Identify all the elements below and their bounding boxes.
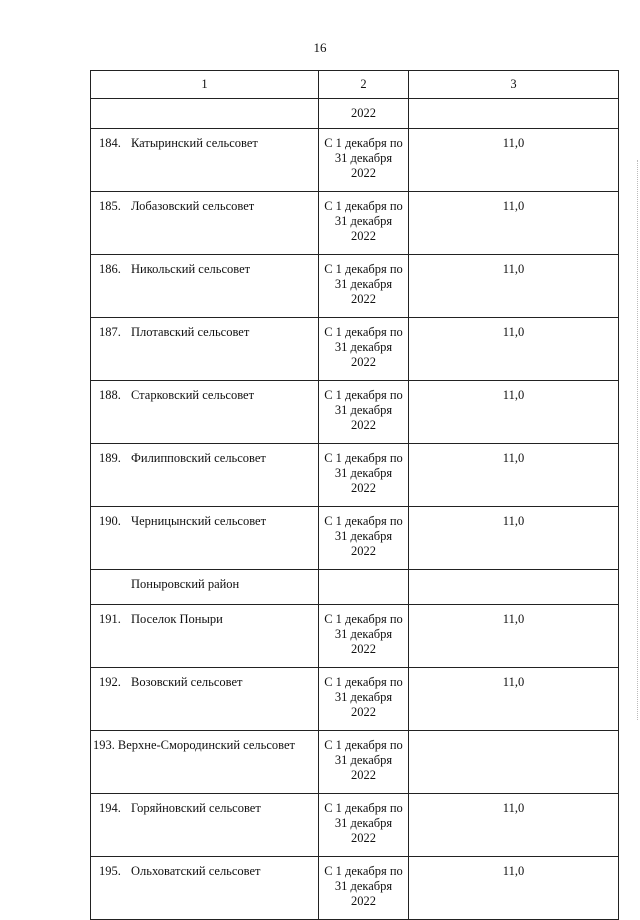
value-cell: 11,0	[409, 381, 619, 444]
period-cell	[319, 192, 409, 255]
municipality-cell	[91, 668, 319, 731]
value-cell: 11,0	[409, 507, 619, 570]
row-number: 193.	[93, 738, 115, 752]
municipality-name: Поселок Поныри	[131, 612, 223, 626]
municipality-name: Плотавский сельсовет	[131, 325, 250, 339]
period-line: С 1 декабря по	[324, 514, 403, 528]
period-line: 2022	[351, 705, 376, 719]
period-line: С 1 декабря по	[324, 262, 403, 276]
municipality-name: Верхне-Смородинский сельсовет	[117, 738, 295, 752]
value-cell: 11,0	[409, 318, 619, 381]
period-cell	[319, 668, 409, 731]
page-number: 16	[313, 40, 327, 55]
value-cell: 11,0	[409, 444, 619, 507]
row-number: 191.	[99, 612, 121, 626]
period-line: 2022	[351, 166, 376, 180]
period-cell	[319, 318, 409, 381]
municipality-name: Никольский сельсовет	[131, 262, 251, 276]
period-line: 31 декабря	[334, 529, 393, 543]
table-row	[91, 318, 619, 381]
column-header-2: 2	[319, 71, 409, 99]
group-empty-cell	[319, 570, 409, 605]
table-row	[91, 129, 619, 192]
table-row	[91, 731, 619, 794]
period-line: 31 декабря	[334, 753, 393, 767]
table-row	[91, 668, 619, 731]
period-line: 2022	[351, 229, 376, 243]
municipality-name: Филипповский сельсовет	[131, 451, 266, 465]
table-row	[91, 381, 619, 444]
period-line: 2022	[351, 418, 376, 432]
municipality-cell	[91, 605, 319, 668]
row-number: 194.	[99, 801, 121, 815]
value-cell	[409, 731, 619, 794]
table-row	[91, 255, 619, 318]
margin-mark	[636, 160, 638, 720]
value-cell: 11,0	[409, 129, 619, 192]
period-line: 2022	[351, 481, 376, 495]
row-number: 190.	[99, 514, 121, 528]
municipality-name: Возовский сельсовет	[131, 675, 243, 689]
period-line: 2022	[351, 642, 376, 656]
period-cell	[319, 794, 409, 857]
period-line: С 1 декабря по	[324, 136, 403, 150]
value-cell: 11,0	[409, 605, 619, 668]
period-line: С 1 декабря по	[324, 199, 403, 213]
period-cell	[319, 857, 409, 920]
municipality-name: Катыринский сельсовет	[131, 136, 258, 150]
period-line: 31 декабря	[334, 403, 393, 417]
municipality-cell	[91, 507, 319, 570]
period-line: С 1 декабря по	[324, 325, 403, 339]
period-line: 2022	[351, 831, 376, 845]
period-line: С 1 декабря по	[324, 864, 403, 878]
period-line: С 1 декабря по	[324, 738, 403, 752]
period-line: 2022	[351, 768, 376, 782]
period-cell	[319, 255, 409, 318]
period-line: 31 декабря	[334, 690, 393, 704]
period-line: 31 декабря	[334, 627, 393, 641]
period-cell	[319, 444, 409, 507]
row-number: 195.	[99, 864, 121, 878]
municipality-cell	[91, 255, 319, 318]
municipality-cell	[91, 794, 319, 857]
value-cell: 11,0	[409, 794, 619, 857]
continuation-cell-2: 2022	[319, 99, 409, 129]
period-line: 31 декабря	[334, 151, 393, 165]
table-row	[91, 605, 619, 668]
table-row	[91, 192, 619, 255]
table-row	[91, 857, 619, 920]
period-line: 2022	[351, 894, 376, 908]
period-line: С 1 декабря по	[324, 451, 403, 465]
period-line: 2022	[351, 355, 376, 369]
municipality-cell	[91, 381, 319, 444]
row-number: 187.	[99, 325, 121, 339]
period-line: 31 декабря	[334, 277, 393, 291]
municipality-cell	[91, 129, 319, 192]
municipality-name: Горяйновский сельсовет	[131, 801, 261, 815]
allowance-table	[90, 70, 619, 920]
period-line: 2022	[351, 292, 376, 306]
municipality-cell	[91, 192, 319, 255]
row-number: 189.	[99, 451, 121, 465]
value-cell: 11,0	[409, 668, 619, 731]
period-cell	[319, 507, 409, 570]
period-line: 31 декабря	[334, 879, 393, 893]
period-cell	[319, 129, 409, 192]
period-line: 31 декабря	[334, 214, 393, 228]
group-name: Поныровский район	[91, 570, 319, 605]
continuation-row	[91, 99, 619, 129]
period-line: С 1 декабря по	[324, 801, 403, 815]
row-number: 192.	[99, 675, 121, 689]
municipality-cell	[91, 318, 319, 381]
column-header-3: 3	[409, 71, 619, 99]
continuation-cell-1	[91, 99, 319, 129]
row-number: 185.	[99, 199, 121, 213]
period-line: 2022	[351, 544, 376, 558]
value-cell: 11,0	[409, 192, 619, 255]
group-empty-cell	[409, 570, 619, 605]
municipality-name: Лобазовский сельсовет	[131, 199, 255, 213]
municipality-cell	[91, 731, 319, 794]
value-cell: 11,0	[409, 857, 619, 920]
row-number: 188.	[99, 388, 121, 402]
period-line: С 1 декабря по	[324, 388, 403, 402]
value-cell: 11,0	[409, 255, 619, 318]
table-row	[91, 444, 619, 507]
table-header-row	[91, 71, 619, 99]
column-header-1: 1	[91, 71, 319, 99]
row-number: 186.	[99, 262, 121, 276]
period-line: 31 декабря	[334, 466, 393, 480]
period-line: С 1 декабря по	[324, 675, 403, 689]
row-number: 184.	[99, 136, 121, 150]
period-cell	[319, 731, 409, 794]
continuation-cell-3	[409, 99, 619, 129]
period-line: 31 декабря	[334, 340, 393, 354]
table-group-row	[91, 570, 619, 605]
period-line: 31 декабря	[334, 816, 393, 830]
municipality-name: Ольховатский сельсовет	[131, 864, 261, 878]
municipality-cell	[91, 857, 319, 920]
period-cell	[319, 381, 409, 444]
municipality-name: Черницынский сельсовет	[131, 514, 267, 528]
municipality-name: Старковский сельсовет	[131, 388, 255, 402]
table-row	[91, 507, 619, 570]
municipality-cell	[91, 444, 319, 507]
period-cell	[319, 605, 409, 668]
period-line: С 1 декабря по	[324, 612, 403, 626]
table-row	[91, 794, 619, 857]
